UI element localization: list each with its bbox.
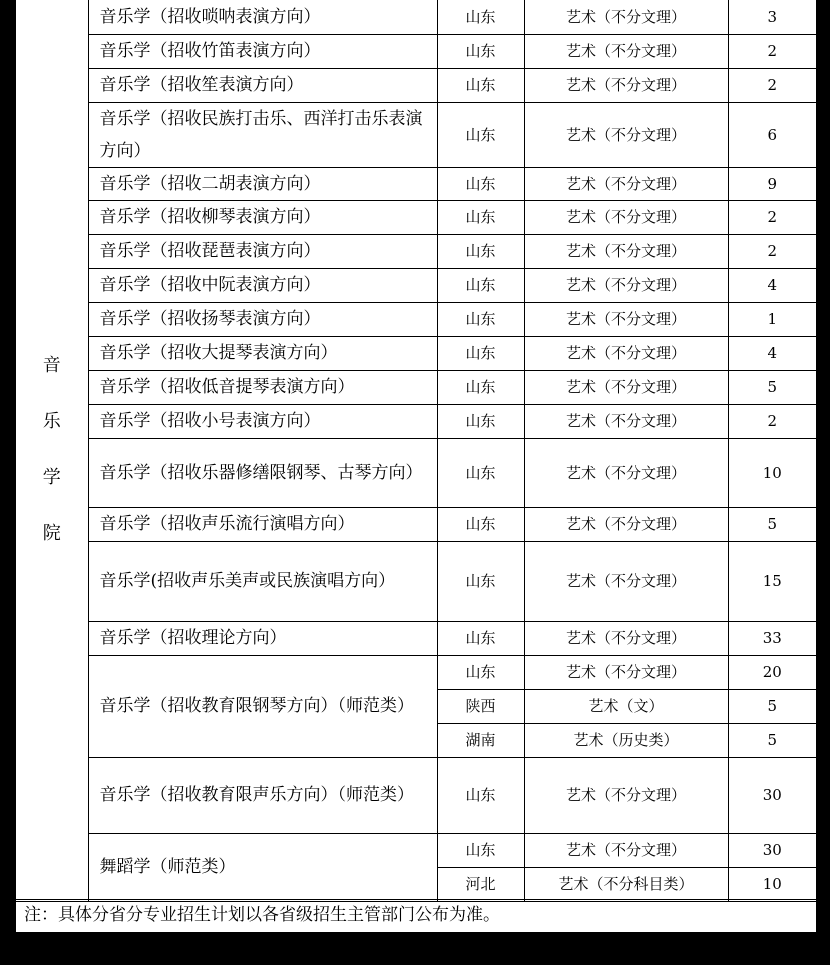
- province-cell: 山东: [437, 404, 524, 438]
- province-cell: 山东: [437, 541, 524, 621]
- category-cell: 艺术（不分文理）: [524, 404, 728, 438]
- count-cell: 5: [728, 370, 816, 404]
- major-cell: 音乐学（招收教育限声乐方向）（师范类）: [88, 757, 437, 833]
- province-cell: 山东: [437, 68, 524, 102]
- major-cell: 音乐学（招收民族打击乐、西洋打击乐表演方向）: [88, 102, 437, 167]
- province-cell: 陕西: [437, 689, 524, 723]
- table-row: [16, 336, 816, 370]
- table-row: [16, 655, 816, 689]
- count-cell: 9: [728, 167, 816, 200]
- category-cell: 艺术（不分文理）: [524, 302, 728, 336]
- enrollment-plan-table: [16, 0, 816, 902]
- province-cell: 山东: [437, 757, 524, 833]
- department-char: 乐: [42, 411, 61, 433]
- province-cell: 山东: [437, 833, 524, 867]
- department-char: 音: [42, 355, 61, 377]
- province-cell: 河北: [437, 867, 524, 901]
- table-row: [16, 234, 816, 268]
- major-cell: 音乐学(招收声乐美声或民族演唱方向）: [88, 541, 437, 621]
- count-cell: 2: [728, 404, 816, 438]
- table-row: [16, 833, 816, 867]
- province-cell: 山东: [437, 336, 524, 370]
- count-cell: 5: [728, 723, 816, 757]
- category-cell: 艺术（不分文理）: [524, 438, 728, 507]
- table-row: [16, 102, 816, 167]
- table-row: [16, 200, 816, 234]
- category-cell: 艺术（不分科目类）: [524, 867, 728, 901]
- count-cell: 4: [728, 268, 816, 302]
- category-cell: 艺术（不分文理）: [524, 200, 728, 234]
- major-cell: 音乐学（招收笙表演方向）: [88, 68, 437, 102]
- major-cell: 音乐学（招收大提琴表演方向）: [88, 336, 437, 370]
- table-row: [16, 34, 816, 68]
- category-cell: 艺术（不分文理）: [524, 0, 728, 34]
- table-row: [16, 757, 816, 833]
- count-cell: 1: [728, 302, 816, 336]
- category-cell: 艺术（不分文理）: [524, 102, 728, 167]
- province-cell: 山东: [437, 438, 524, 507]
- count-cell: 33: [728, 621, 816, 655]
- province-cell: 湖南: [437, 723, 524, 757]
- table-row: [16, 507, 816, 541]
- province-cell: 山东: [437, 302, 524, 336]
- major-cell: 音乐学（招收教育限钢琴方向）（师范类）: [88, 655, 437, 757]
- major-cell: 音乐学（招收声乐流行演唱方向）: [88, 507, 437, 541]
- province-cell: 山东: [437, 621, 524, 655]
- table-row: [16, 541, 816, 621]
- table-row: [16, 370, 816, 404]
- category-cell: 艺术（不分文理）: [524, 655, 728, 689]
- province-cell: 山东: [437, 507, 524, 541]
- category-cell: 艺术（不分文理）: [524, 621, 728, 655]
- count-cell: 30: [728, 833, 816, 867]
- table-row: [16, 68, 816, 102]
- province-cell: 山东: [437, 370, 524, 404]
- count-cell: 2: [728, 234, 816, 268]
- category-cell: 艺术（不分文理）: [524, 757, 728, 833]
- count-cell: 10: [728, 438, 816, 507]
- category-cell: 艺术（不分文理）: [524, 268, 728, 302]
- category-cell: 艺术（不分文理）: [524, 541, 728, 621]
- province-cell: 山东: [437, 34, 524, 68]
- major-cell: 音乐学（招收中阮表演方向）: [88, 268, 437, 302]
- major-cell: 舞蹈学（师范类）: [88, 833, 437, 901]
- major-cell: 音乐学（招收理论方向）: [88, 621, 437, 655]
- category-cell: 艺术（不分文理）: [524, 833, 728, 867]
- province-cell: 山东: [437, 655, 524, 689]
- major-cell: 音乐学（招收乐器修缮限钢琴、古琴方向）: [88, 438, 437, 507]
- count-cell: 15: [728, 541, 816, 621]
- province-cell: 山东: [437, 234, 524, 268]
- count-cell: 5: [728, 689, 816, 723]
- major-cell: 音乐学（招收柳琴表演方向）: [88, 200, 437, 234]
- category-cell: 艺术（文）: [524, 689, 728, 723]
- category-cell: 艺术（不分文理）: [524, 370, 728, 404]
- department-char: 学: [42, 467, 61, 489]
- table-row: [16, 404, 816, 438]
- major-cell: 音乐学（招收小号表演方向）: [88, 404, 437, 438]
- table-row: [16, 438, 816, 507]
- count-cell: 2: [728, 200, 816, 234]
- category-cell: 艺术（不分文理）: [524, 507, 728, 541]
- count-cell: 3: [728, 0, 816, 34]
- count-cell: 5: [728, 507, 816, 541]
- major-cell: 音乐学（招收二胡表演方向）: [88, 167, 437, 200]
- table-row: [16, 621, 816, 655]
- province-cell: 山东: [437, 268, 524, 302]
- major-cell: 音乐学（招收琵琶表演方向）: [88, 234, 437, 268]
- category-cell: 艺术（不分文理）: [524, 68, 728, 102]
- count-cell: 10: [728, 867, 816, 901]
- table-row: [16, 167, 816, 200]
- province-cell: 山东: [437, 0, 524, 34]
- table-row: [16, 302, 816, 336]
- province-cell: 山东: [437, 102, 524, 167]
- count-cell: 4: [728, 336, 816, 370]
- count-cell: 6: [728, 102, 816, 167]
- count-cell: 2: [728, 68, 816, 102]
- footnote: 注：具体分省分专业招生计划以各省级招生主管部门公布为准。: [16, 899, 816, 932]
- table-row: [16, 0, 816, 34]
- category-cell: 艺术（历史类）: [524, 723, 728, 757]
- category-cell: 艺术（不分文理）: [524, 34, 728, 68]
- department-char: 院: [42, 523, 61, 545]
- major-cell: 音乐学（招收低音提琴表演方向）: [88, 370, 437, 404]
- department-cell: [16, 0, 88, 901]
- major-cell: 音乐学（招收竹笛表演方向）: [88, 34, 437, 68]
- category-cell: 艺术（不分文理）: [524, 167, 728, 200]
- major-cell: 音乐学（招收扬琴表演方向）: [88, 302, 437, 336]
- major-cell: 音乐学（招收唢呐表演方向）: [88, 0, 437, 34]
- category-cell: 艺术（不分文理）: [524, 336, 728, 370]
- table-row: [16, 268, 816, 302]
- category-cell: 艺术（不分文理）: [524, 234, 728, 268]
- province-cell: 山东: [437, 200, 524, 234]
- document-page: [16, 0, 816, 932]
- province-cell: 山东: [437, 167, 524, 200]
- count-cell: 30: [728, 757, 816, 833]
- count-cell: 20: [728, 655, 816, 689]
- count-cell: 2: [728, 34, 816, 68]
